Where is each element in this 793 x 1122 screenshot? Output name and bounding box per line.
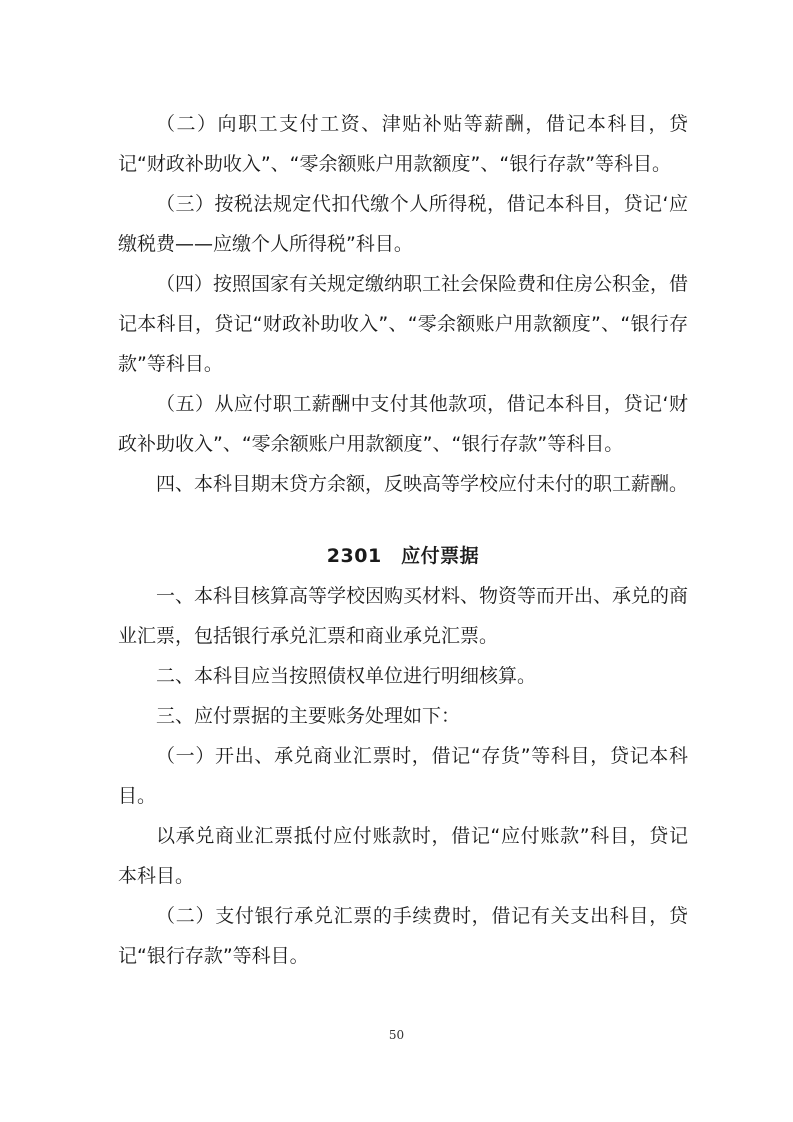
paragraph-main-entries: 三、应付票据的主要账务处理如下： (156, 705, 461, 727)
page-number: 50 (388, 1028, 405, 1042)
paragraph-period-end-balance: 四、本科目期末贷方余额，反映高等学校应付未付的职工薪酬。 (156, 473, 689, 495)
paragraph-other-payments: （五）从应付职工薪酬中支付其他款项，借记本科目，贷记‘财政补助收入”、“零余额账户用款额度”、“银行存款”等科目。 (118, 393, 688, 455)
paragraph-bank-fee: （二）支付银行承兑汇票的手续费时，借记有关支出科目，贷记“银行存款”等科目。 (118, 905, 688, 967)
paragraph-issue-bill: （一）开出、承兑商业汇票时，借记“存货”等科目，贷记本科目。 (118, 745, 688, 807)
paragraph-offset-payable: 以承兑商业汇票抵付应付账款时，借记“应付账款”科目，贷记本科目。 (118, 825, 688, 887)
paragraph-withhold-income-tax: （三）按税法规定代扣代缴个人所得税，借记本科目，贷记‘应缴税费——应缴个人所得税”科目。 (118, 193, 688, 255)
paragraph-social-insurance: （四）按照国家有关规定缴纳职工社会保险费和住房公积金，借记本科目，贷记“财政补助收入”、“零余额账户用款额度”、“银行存款”等科目。 (118, 273, 689, 375)
paragraph-account-scope: 一、本科目核算高等学校因购买材料、物资等而开出、承兑的商业汇票，包括银行承兑汇票和商业承兑汇票。 (118, 585, 689, 647)
section-heading: 2301 应付票据 (326, 545, 480, 567)
document-body (118, 104, 688, 976)
section-spacer (118, 504, 688, 536)
paragraph-pay-salary: （二）向职工支付工资、津贴补贴等薪酬，借记本科目，贷记“财政补助收入”、“零余额账户用款额度”、“银行存款”等科目。 (118, 113, 688, 175)
paragraph-detail-accounting: 二、本科目应当按照债权单位进行明细核算。 (156, 665, 537, 687)
